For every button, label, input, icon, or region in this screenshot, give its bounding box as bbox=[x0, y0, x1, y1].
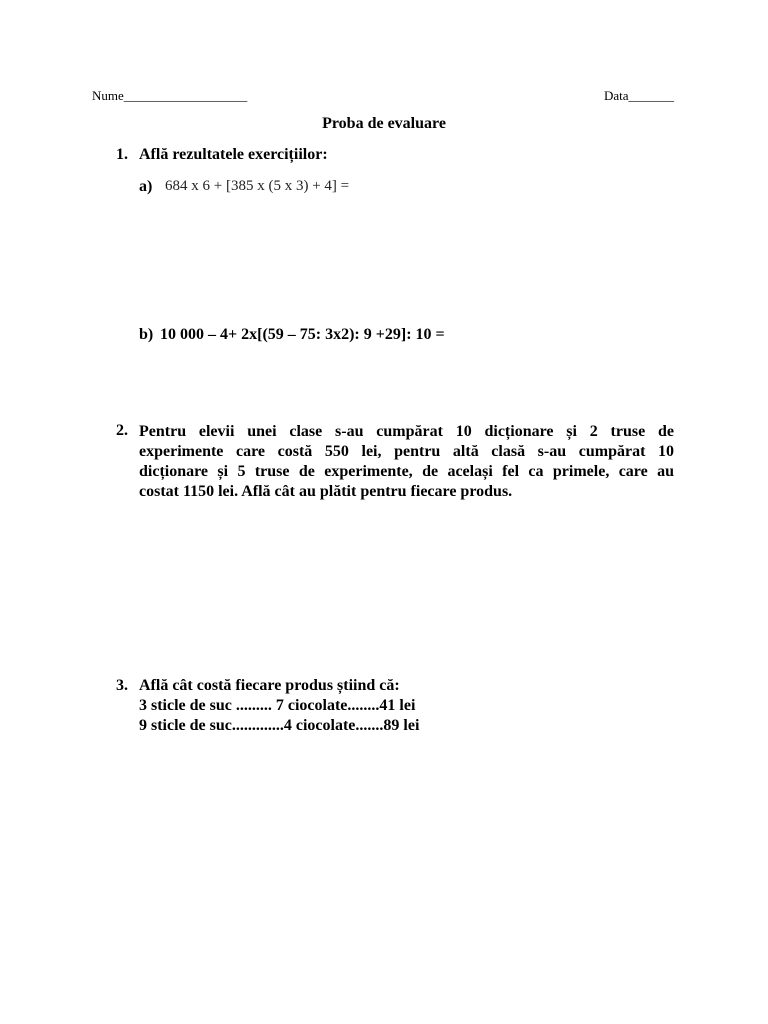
q1-b-label: b) bbox=[139, 326, 154, 343]
q2-number: 2. bbox=[116, 422, 128, 439]
q1-text: Află rezultatele exercițiilor: bbox=[139, 146, 328, 163]
q1-number: 1. bbox=[116, 146, 128, 163]
q2-line: experimente care costă 550 lei, pentru altă clasă s-au cumpărat 10 bbox=[139, 443, 674, 460]
q3-line-2: 9 sticle de suc.............4 ciocolate.......89 lei bbox=[139, 717, 420, 734]
q3-line-1: 3 sticle de suc ......... 7 ciocolate........41 lei bbox=[139, 697, 416, 714]
page-title: Proba de evaluare bbox=[322, 115, 446, 132]
q2-line: dicționare și 5 truse de experimente, de același fel ca primele, care au bbox=[139, 463, 674, 480]
q1-b-expression: 10 000 – 4+ 2x[(59 – 75: 3x2): 9 +29]: 10 = bbox=[160, 326, 445, 343]
date-field: Data_______ bbox=[603, 88, 674, 103]
q2-line: costat 1150 lei. Află cât au plătit pentru fiecare produs. bbox=[139, 483, 513, 500]
header-row bbox=[92, 88, 674, 106]
q2-text bbox=[139, 422, 674, 502]
q2-line: Pentru elevii unei clase s-au cumpărat 10 dicționare și 2 truse de bbox=[139, 423, 674, 440]
q1-a-label: a) bbox=[139, 178, 153, 195]
q1-a-expression: 684 x 6 + [385 x (5 x 3) + 4] = bbox=[165, 178, 350, 194]
q3-number: 3. bbox=[116, 677, 128, 694]
name-field: Nume___________________ bbox=[92, 88, 248, 103]
q3-text: Află cât costă fiecare produs știind că: bbox=[139, 677, 400, 694]
